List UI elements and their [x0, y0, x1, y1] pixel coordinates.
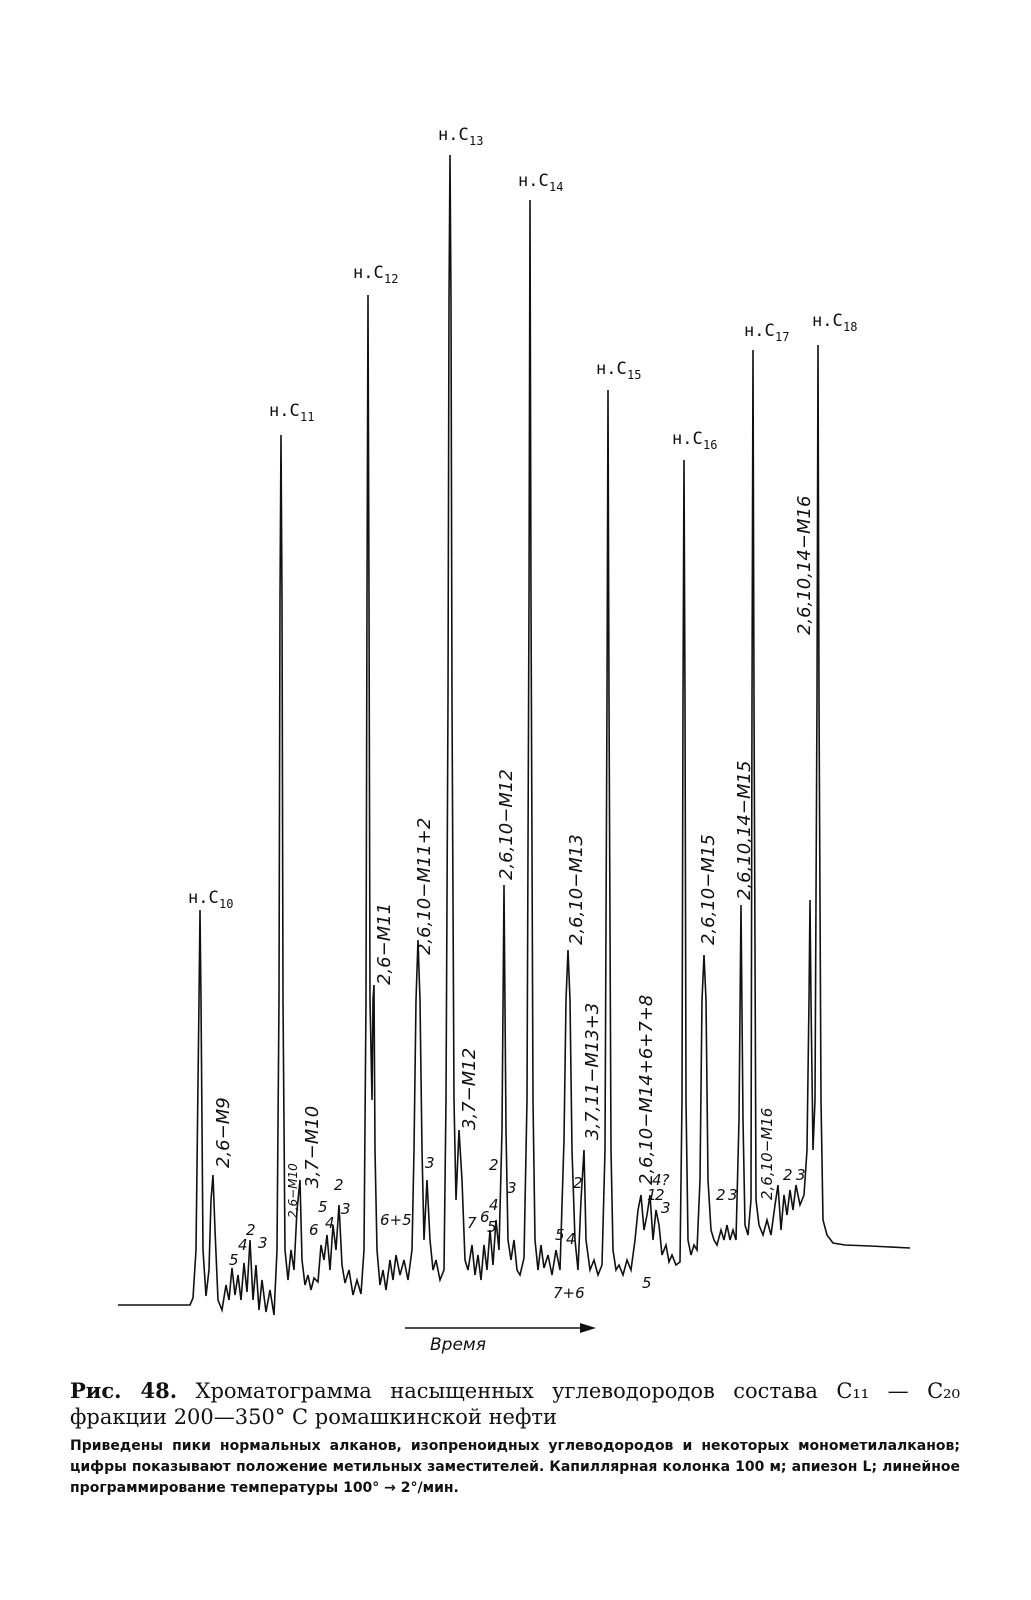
iso-label-2610-m15: 2,6,10−M15: [698, 834, 719, 945]
svg-text:10: 10: [219, 897, 234, 911]
iso-label-3711-m13: 3,7,11−M13+3: [582, 1002, 603, 1140]
iso-label-2610-m16: 2,6,10−M16: [758, 1107, 776, 1200]
iso-label-261014-m15: 2,6,10,14−M15: [734, 760, 755, 900]
iso-label-2610-m11: 2,6,10−M11+2: [414, 817, 435, 955]
svg-text:14: 14: [549, 180, 564, 194]
iso-label-26-m11: 2,6−M11: [374, 902, 395, 985]
svg-text:11: 11: [300, 410, 315, 424]
figure-caption: [70, 1378, 960, 1499]
svg-text:н.C: н.C: [269, 401, 300, 421]
position-label: 2: [716, 1186, 726, 1204]
peak-label-c17: [744, 321, 789, 344]
position-label: 3: [796, 1166, 806, 1184]
iso-label-2610-m14: 2,6,10−M14+6+7+8: [636, 994, 657, 1185]
svg-text:н.C: н.C: [188, 888, 219, 908]
position-label: 4: [238, 1236, 248, 1254]
svg-text:12: 12: [384, 272, 399, 286]
svg-text:н.C: н.C: [672, 429, 703, 449]
position-label: 7: [467, 1214, 477, 1232]
iso-label-26-m10: 2,6−M10: [286, 1163, 300, 1218]
iso-label-37-m12: 3,7−M12: [459, 1047, 480, 1130]
time-label: Время: [430, 1335, 486, 1355]
position-label: 2: [573, 1174, 583, 1192]
svg-text:13: 13: [469, 134, 484, 148]
peak-label-c11: [269, 401, 314, 424]
position-label: 7+6: [553, 1284, 585, 1302]
caption-title-text: Хроматограмма насыщенных углеводородов состава C₁₁ — C₂₀ фракции 200—350° C ромашкинской нефти: [70, 1379, 960, 1429]
svg-text:н.C: н.C: [518, 171, 549, 191]
position-label: 5: [555, 1226, 565, 1244]
position-label: 3: [661, 1199, 671, 1217]
position-label: 2: [655, 1186, 665, 1204]
peak-label-c16: [672, 429, 717, 452]
svg-text:н.C: н.C: [596, 359, 627, 379]
peak-label-c15: [596, 359, 641, 382]
iso-label-37-m10: 3,7−M10: [302, 1105, 323, 1188]
position-label: 3: [258, 1234, 268, 1252]
svg-text:16: 16: [703, 438, 718, 452]
svg-text:17: 17: [775, 330, 790, 344]
position-label: 3: [425, 1154, 435, 1172]
svg-text:н.C: н.C: [353, 263, 384, 283]
position-label: 5: [229, 1251, 239, 1269]
position-label: 5: [642, 1274, 652, 1292]
peak-label-c14: [518, 171, 563, 194]
peak-label-c18: [812, 311, 857, 334]
position-label: 6+5: [380, 1211, 412, 1229]
svg-text:н.C: н.C: [438, 125, 469, 145]
position-label: 6: [480, 1208, 490, 1226]
iso-label-26-m9: 2,6−M9: [213, 1097, 234, 1168]
svg-text:15: 15: [627, 368, 642, 382]
position-label: 3: [507, 1179, 517, 1197]
position-label: 3: [341, 1200, 351, 1218]
position-label: 2: [489, 1156, 499, 1174]
chromatogram-trace: [118, 155, 910, 1315]
svg-text:н.C: н.C: [744, 321, 775, 341]
peak-label-c10: [188, 888, 233, 911]
iso-label-2610-m13: 2,6,10−M13: [566, 834, 587, 945]
caption-title: [70, 1378, 960, 1430]
time-arrowhead: [580, 1323, 596, 1333]
position-label: 5: [318, 1198, 328, 1216]
svg-text:18: 18: [843, 320, 858, 334]
position-label: 4: [325, 1214, 335, 1232]
position-label: 2: [246, 1221, 256, 1239]
iso-label-2610-m12: 2,6,10−M12: [496, 769, 517, 880]
position-label: 1: [647, 1186, 657, 1204]
iso-label-261014-m16: 2,6,10,14−M16: [794, 495, 815, 635]
caption-body: Приведены пики нормальных алканов, изопреноидных углеводородов и некоторых монометилалканов; цифры показывают положение метильных заместителей. Капиллярная колонка 100 м; апиезон L; линейное программирование температуры 100° → 2°/мин.: [70, 1438, 960, 1496]
position-label: 4: [566, 1230, 576, 1248]
position-label: 2: [334, 1176, 344, 1194]
position-label: 4?: [652, 1171, 670, 1189]
position-label: 4: [489, 1196, 499, 1214]
svg-text:н.C: н.C: [812, 311, 843, 331]
position-label: 3: [728, 1186, 738, 1204]
position-label: 6: [309, 1221, 319, 1239]
figure-number: Рис. 48.: [70, 1378, 178, 1403]
position-label: 5: [487, 1218, 497, 1236]
position-label: 2: [783, 1166, 793, 1184]
peak-label-c12: [353, 263, 398, 286]
peak-label-c13: [438, 125, 483, 148]
